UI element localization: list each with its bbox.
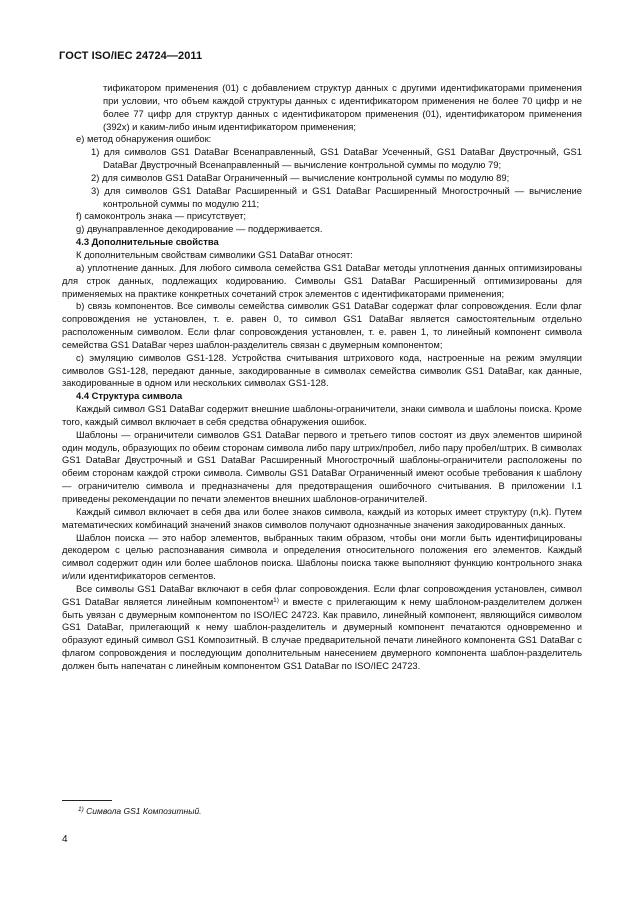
continued-paragraph: тификатором применения (01) с добавлением структур данных с другими идентификаторами применения при условии, что объем каждой структуры данных с идентификатором применения не более 70 цифр и не более 77 цифр для структур данных с идентификатором применения (01), идентификатором применения (392x) и каким-либо иным идентификатором применения;	[103, 82, 582, 132]
list-item-e3: 3) для символов GS1 DataBar Расширенный и GS1 DataBar Расширенный Многострочный — вычисление контрольной суммы по модулю 211;	[91, 184, 582, 209]
footnote-text: Символа GS1 Композитный.	[86, 806, 202, 816]
page-body	[62, 82, 582, 673]
list-item-e2: 2) для символов GS1 DataBar Ограниченный — вычисление контрольной суммы по модулю 89;	[91, 171, 510, 183]
document-header: ГОСТ ISO/IEC 24724—2011	[59, 50, 203, 62]
paragraph-4-4-5-start: Все символы GS1 DataBar включают в себя флаг сопровождения. Если флаг сопровождения установлен, символ GS1 DataBar является линейным компонентом	[62, 582, 582, 607]
footnote	[78, 806, 202, 816]
footnote-mark: 1)	[78, 806, 84, 813]
list-item-e1: 1) для символов GS1 DataBar Всенаправленный, GS1 DataBar Усеченный, GS1 DataBar Двустрочный, GS1 DataBar Двустрочный Всенаправленный — вычисление контрольной суммы по модулю 79;	[91, 146, 582, 171]
paragraph-4-3-c: с) эмуляцию символов GS1-128. Устройства считывания штрихового кода, настроенные на режим эмуляции символов GS1-128, передают данные, закодированные в символах семейства символик GS1 DataBar, как данные, закодированные в одном или нескольких символах GS1-128.	[62, 351, 582, 389]
paragraph-4-4-3: Каждый символ включает в себя два или более знаков символа, каждый из которых имеет структуру (n,k). Путем математических комбинаций значений знаков символов получают однозначные значения закодированных данных.	[62, 505, 582, 530]
footnote-reference[interactable]: 1)	[273, 596, 279, 604]
section-heading-4-3: 4.3 Дополнительные свойства	[76, 236, 219, 248]
paragraph-4-4-1: Каждый символ GS1 DataBar содержит внешние шаблоны-ограничители, знаки символа и шаблоны поиска. Кроме того, каждый символ включает в себя средства обнаружения ошибок.	[62, 403, 582, 427]
paragraph-4-3-a: а) уплотнение данных. Для любого символа семейства GS1 DataBar методы уплотнения данных оптимизированы для строк данных, подлежащих кодированию. Символы GS1 DataBar Расширенный оптимизированы для применяемых на практике конкретных сочетаний строк элементов с идентификаторами применения;	[62, 261, 582, 299]
paragraph-4-4-5	[62, 583, 582, 673]
paragraph-4-3-b: b) связь компонентов. Все символы семейства символик GS1 DataBar содержат флаг сопровождения. Если флаг сопровождения не установлен, т. е. равен 0, то символ GS1 DataBar является самостоятельным отдельно расположенным символом. Если флаг сопровождения установлен, т. е. равен 1, то линейный компонент символа семейства GS1 DataBar через шаблон-разделитель связан с двумерным компонентом;	[62, 300, 582, 350]
list-item-f: f) самоконтроль знака — присутствует;	[76, 210, 246, 222]
page-number: 4	[62, 834, 68, 845]
section-heading-4-4: 4.4 Структура символа	[76, 390, 183, 402]
footnote-separator	[62, 800, 112, 801]
list-item-e: е) метод обнаружения ошибок:	[76, 133, 212, 145]
paragraph-4-4-2: Шаблоны — ограничители символов GS1 DataBar первого и третьего типов состоят из двух элементов шириной один модуль, образующих по обеим сторонам символа либо пару штрих/пробел, либо пару пробел/штрих. В символах GS1 DataBar Двустрочный и GS1 DataBar Расширенный Многострочный шаблоны-ограничители расположены по обеим сторонам каждой строки символа. Символы GS1 DataBar Ограниченный имеют особые требования к шаблону — ограничителю символа и предназначены для предотвращения ошибочного считывания. В приложении I.1 приведены рекомендации по печати элементов внешних шаблонов-ограничителей.	[62, 428, 582, 504]
paragraph-4-4-5-end: и вместе с прилегающим к нему шаблоном-разделителем должен быть увязан с двумерным компонентом по ISO/IEC 24723. Как правило, линейный компонент, являющийся символом GS1 DataBar, прилегающий к нему шаблон-разделитель и двумерный компонент печатаются одновременно и образуют единый символ GS1 Композитный. В случае предварительной печати линейного компонента GS1 DataBar с флагом сопровождения и последующим дополнительным нанесением двумерного компонента шаблон-разделитель должен быть напечатан с линейным компонентом GS1 DataBar по ISO/IEC 24723.	[62, 595, 582, 671]
paragraph-4-4-4: Шаблон поиска — это набор элементов, выбранных таким образом, чтобы они могли быть идентифицированы декодером с целью распознавания символа и определения относительного положения его элементов. Каждый символ содержит один или более шаблонов поиска. Шаблоны поиска также выполняют функцию контрольного знака и/или идентификаторов сегментов.	[62, 531, 582, 582]
paragraph-4-3-intro: К дополнительным свойствам символики GS1 DataBar относят:	[76, 248, 353, 260]
list-item-g: g) двунаправленное декодирование — поддерживается.	[76, 223, 323, 235]
